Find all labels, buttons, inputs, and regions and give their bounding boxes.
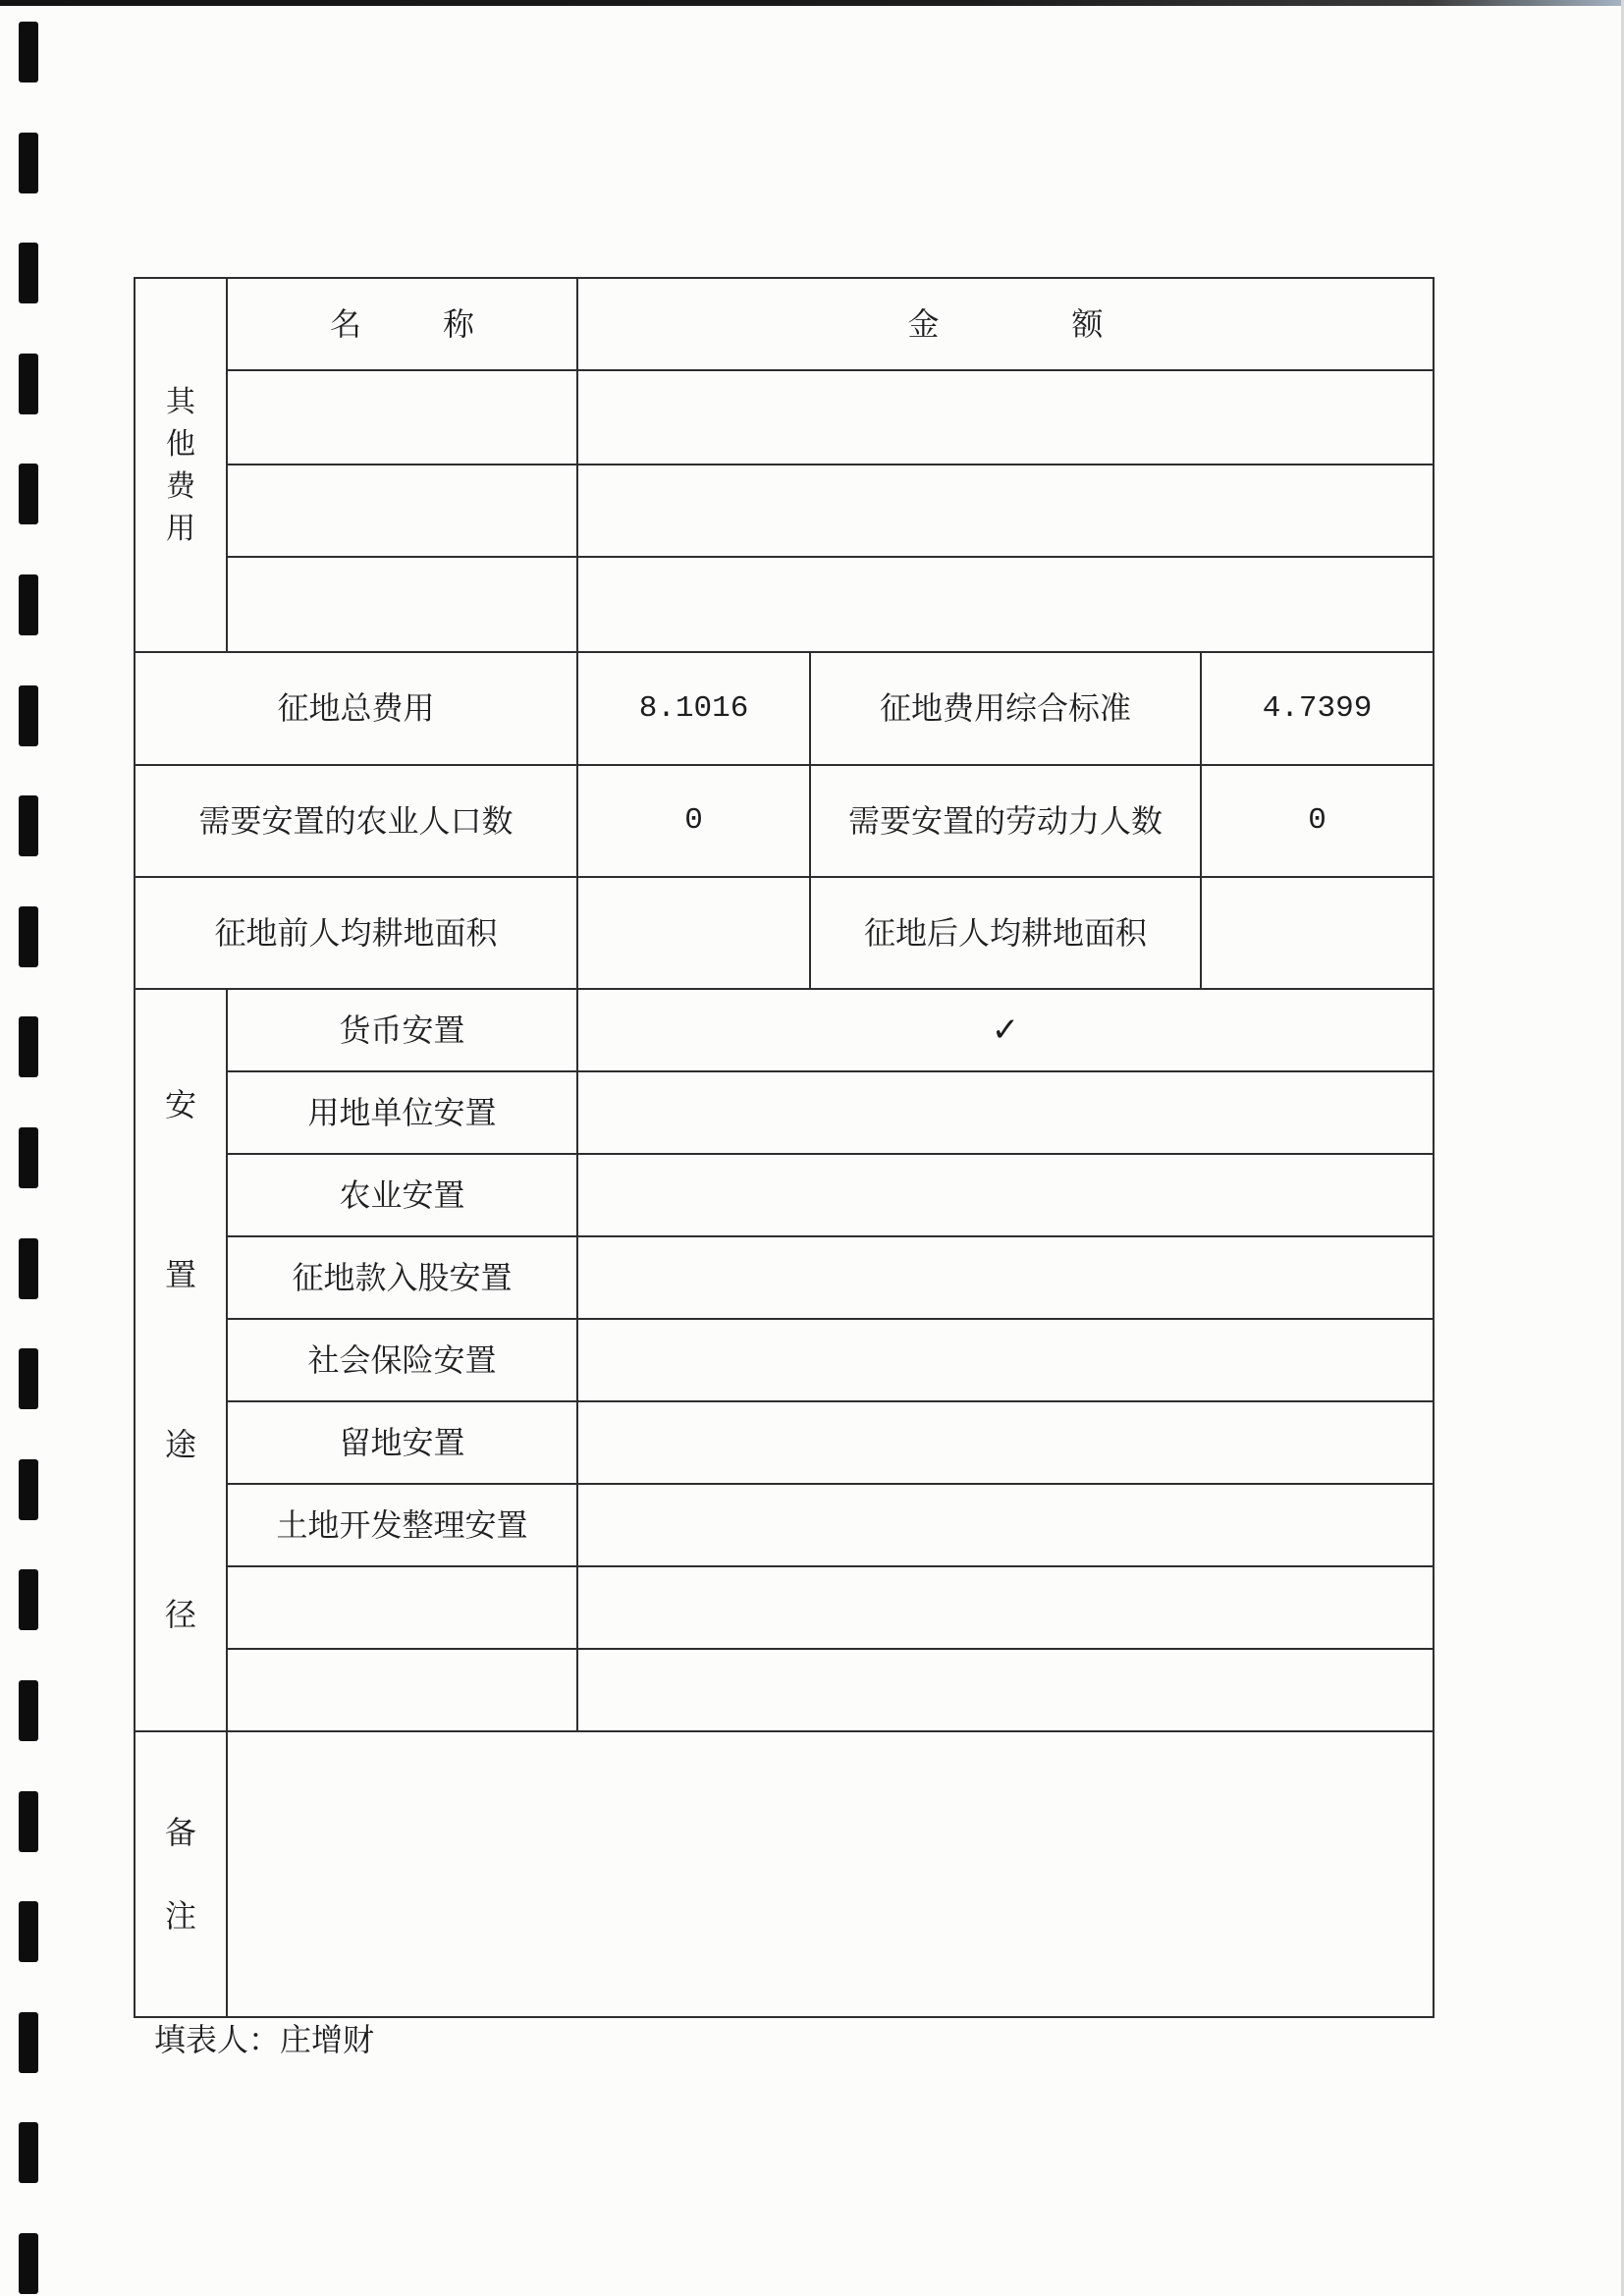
resettlement-option-name: 社会保险安置 bbox=[228, 1320, 578, 1402]
comprehensive-standard-value: 4.7399 bbox=[1202, 653, 1435, 766]
binding-hole bbox=[19, 906, 38, 967]
binding-hole bbox=[19, 1127, 38, 1188]
resettlement-option-name bbox=[228, 1567, 578, 1650]
farmland-after-value bbox=[1202, 878, 1435, 990]
remarks-label-cell bbox=[135, 1732, 228, 2018]
column-header-amount-cell bbox=[578, 279, 1435, 371]
remarks-content bbox=[228, 1732, 1435, 2018]
other-fee-amount-cell bbox=[578, 465, 1435, 558]
total-fee-label: 征地总费用 bbox=[135, 653, 578, 766]
binding-hole bbox=[19, 1901, 38, 1962]
resettlement-option-check-mark bbox=[578, 1650, 1435, 1732]
resettlement-option-check-mark: ✓ bbox=[578, 990, 1435, 1072]
resettlement-section-label: 安置途径 bbox=[164, 1086, 196, 1633]
binding-hole bbox=[19, 1791, 38, 1852]
form-filler-label: 填表人： bbox=[154, 2021, 281, 2058]
binding-hole bbox=[19, 354, 38, 414]
resettlement-option-check-mark bbox=[578, 1485, 1435, 1567]
farmland-after-label: 征地后人均耕地面积 bbox=[811, 878, 1202, 990]
agricultural-population-label: 需要安置的农业人口数 bbox=[135, 766, 578, 878]
binding-hole bbox=[19, 685, 38, 746]
binding-hole bbox=[19, 1680, 38, 1741]
comprehensive-standard-label: 征地费用综合标准 bbox=[811, 653, 1202, 766]
binding-hole bbox=[19, 464, 38, 524]
farmland-before-value bbox=[578, 878, 811, 990]
binding-hole bbox=[19, 1238, 38, 1299]
scan-top-edge bbox=[0, 0, 1624, 6]
form-filler-name: 庄增财 bbox=[280, 2021, 375, 2058]
resettlement-option-check-mark bbox=[578, 1402, 1435, 1485]
binding-hole bbox=[19, 2012, 38, 2073]
labor-force-label: 需要安置的劳动力人数 bbox=[811, 766, 1202, 878]
other-fees-section-label: 其他费用 bbox=[166, 384, 195, 546]
agricultural-population-value: 0 bbox=[578, 766, 811, 878]
other-fee-amount-cell bbox=[578, 371, 1435, 465]
other-fee-name-cell bbox=[228, 371, 578, 465]
binding-hole bbox=[19, 1459, 38, 1520]
resettlement-option-check-mark bbox=[578, 1237, 1435, 1320]
binding-hole bbox=[19, 22, 38, 82]
resettlement-option-name: 留地安置 bbox=[228, 1402, 578, 1485]
binding-hole bbox=[19, 2122, 38, 2183]
resettlement-option-name bbox=[228, 1650, 578, 1732]
binding-hole bbox=[19, 574, 38, 635]
binding-hole bbox=[19, 1016, 38, 1077]
labor-force-value: 0 bbox=[1202, 766, 1435, 878]
binding-hole bbox=[19, 1348, 38, 1409]
remarks-label: 备注 bbox=[164, 1813, 196, 1935]
resettlement-option-name: 土地开发整理安置 bbox=[228, 1485, 578, 1567]
binding-hole bbox=[19, 2233, 38, 2294]
resettlement-option-check-mark bbox=[578, 1155, 1435, 1237]
binding-hole bbox=[19, 243, 38, 303]
farmland-before-label: 征地前人均耕地面积 bbox=[135, 878, 578, 990]
form-filler-line bbox=[154, 2021, 374, 2058]
column-header-name-cell bbox=[228, 279, 578, 371]
binding-hole bbox=[19, 1569, 38, 1630]
column-header-amount: 金额 bbox=[907, 304, 1236, 343]
resettlement-option-name: 农业安置 bbox=[228, 1155, 578, 1237]
other-fee-amount-cell bbox=[578, 558, 1435, 653]
other-fees-section-label-cell bbox=[135, 279, 228, 653]
other-fee-name-cell bbox=[228, 558, 578, 653]
binding-hole bbox=[19, 133, 38, 193]
resettlement-option-name: 征地款入股安置 bbox=[228, 1237, 578, 1320]
resettlement-option-name: 用地单位安置 bbox=[228, 1072, 578, 1155]
resettlement-option-check-mark bbox=[578, 1567, 1435, 1650]
resettlement-option-check-mark bbox=[578, 1072, 1435, 1155]
land-acquisition-form-table bbox=[134, 277, 1435, 2018]
other-fee-name-cell bbox=[228, 465, 578, 558]
total-fee-value: 8.1016 bbox=[578, 653, 811, 766]
resettlement-section-label-cell bbox=[135, 990, 228, 1732]
column-header-name: 名称 bbox=[329, 304, 556, 343]
resettlement-option-check-mark bbox=[578, 1320, 1435, 1402]
binding-hole bbox=[19, 795, 38, 856]
resettlement-option-name: 货币安置 bbox=[228, 990, 578, 1072]
